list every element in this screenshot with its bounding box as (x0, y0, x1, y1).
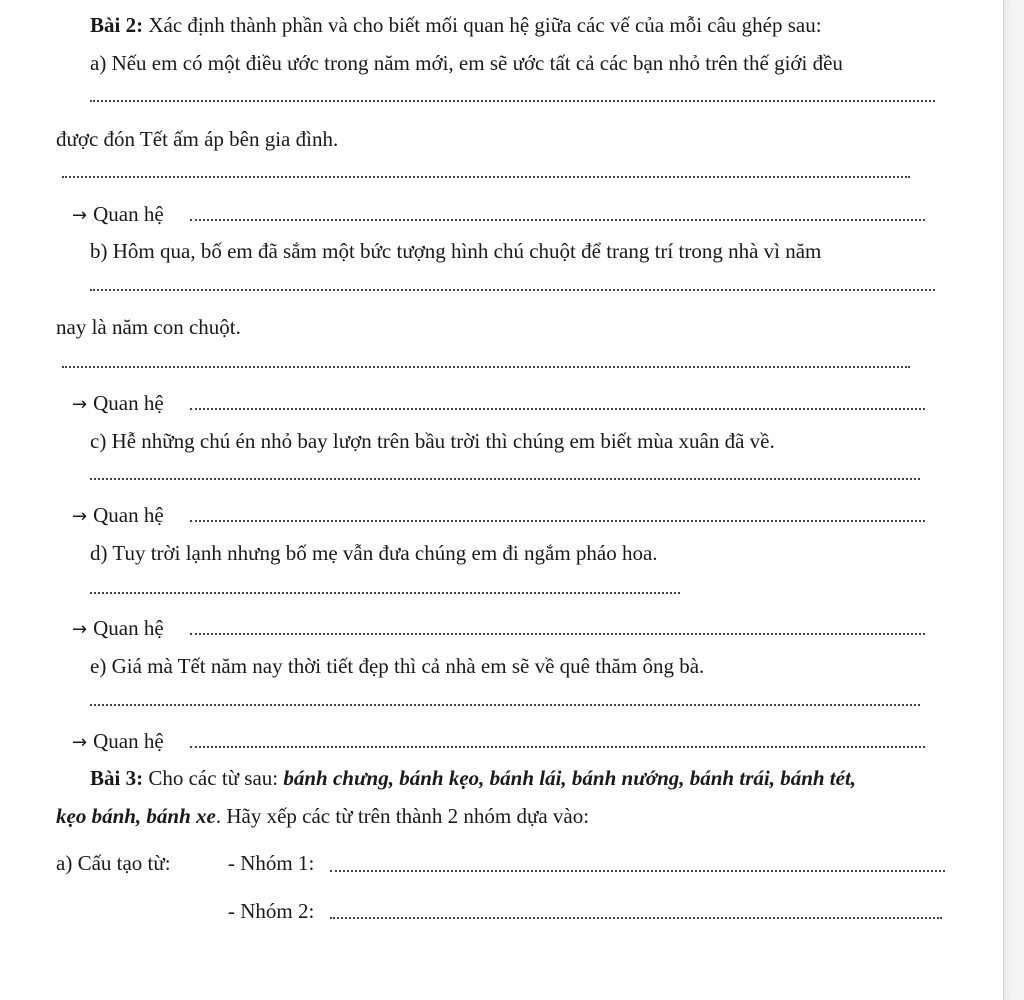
answer-line[interactable] (90, 592, 680, 594)
sentence-a-line1: a) Nếu em có một điều ước trong năm mới, em sẽ ước tất cả các bạn nhỏ trên thế giới đều (90, 51, 843, 75)
sentence-c: c) Hễ những chú én nhỏ bay lượn trên bầu trời thì chúng em biết mùa xuân đã về. (90, 429, 775, 453)
sentence-b-line2: nay là năm con chuột. (56, 315, 241, 339)
group-2-label: - Nhóm 2: (228, 899, 315, 923)
relation-answer-line[interactable] (190, 408, 925, 410)
sentence-a-line2: được đón Tết ấm áp bên gia đình. (56, 127, 339, 151)
arrow-right-icon: → (72, 732, 88, 753)
exercise-3-title: Bài 3: (90, 766, 144, 790)
exercise-3-instruction: . Hãy xếp các từ trên thành 2 nhóm dựa vào: (215, 804, 590, 828)
exercise-2-title: Bài 2: (90, 13, 144, 37)
exercise-2-heading (90, 12, 822, 38)
part-a-label: a) Cấu tạo từ: (56, 851, 171, 875)
relation-label: Quan hệ (93, 729, 164, 753)
answer-line[interactable] (90, 704, 920, 706)
exercise-3-line2 (56, 803, 589, 829)
exercise-3-words-line1: bánh chưng, bánh kẹo, bánh lái, bánh nướng, bánh trái, bánh tét, (283, 766, 857, 790)
group-1-answer-line[interactable] (330, 870, 945, 872)
arrow-right-icon: → (72, 619, 88, 640)
sentence-e: e) Giá mà Tết năm nay thời tiết đẹp thì cả nhà em sẽ về quê thăm ông bà. (90, 654, 705, 678)
relation-row-a (72, 201, 164, 229)
relation-row-e (72, 728, 164, 756)
group-2-answer-line[interactable] (330, 917, 942, 919)
exercise-2-instruction: Xác định thành phần và cho biết mối quan hệ giữa các vế của mỗi câu ghép sau: (148, 13, 822, 37)
exercise-3-intro: Cho các từ sau: (148, 766, 279, 790)
relation-row-c (72, 502, 164, 530)
relation-label: Quan hệ (93, 391, 164, 415)
answer-line[interactable] (90, 100, 935, 102)
group-1-label: - Nhóm 1: (228, 851, 315, 875)
relation-label: Quan hệ (93, 202, 164, 226)
answer-line[interactable] (90, 289, 935, 291)
relation-row-d (72, 615, 164, 643)
sentence-d: d) Tuy trời lạnh nhưng bố mẹ vẫn đưa chúng em đi ngắm pháo hoa. (90, 541, 658, 565)
arrow-right-icon: → (72, 205, 88, 226)
relation-row-b (72, 390, 164, 418)
arrow-right-icon: → (72, 506, 88, 527)
answer-line[interactable] (90, 478, 920, 480)
relation-answer-line[interactable] (190, 219, 925, 221)
relation-label: Quan hệ (93, 503, 164, 527)
relation-answer-line[interactable] (190, 746, 925, 748)
answer-line[interactable] (62, 366, 910, 368)
exercise-3-words-line2: kẹo bánh, bánh xe (56, 804, 216, 828)
relation-answer-line[interactable] (190, 633, 925, 635)
sentence-b-line1: b) Hôm qua, bố em đã sắm một bức tượng hình chú chuột để trang trí trong nhà vì năm (90, 239, 822, 263)
arrow-right-icon: → (72, 394, 88, 415)
answer-line[interactable] (62, 176, 910, 178)
exercise-3-heading (90, 765, 856, 791)
relation-label: Quan hệ (93, 616, 164, 640)
relation-answer-line[interactable] (190, 520, 925, 522)
